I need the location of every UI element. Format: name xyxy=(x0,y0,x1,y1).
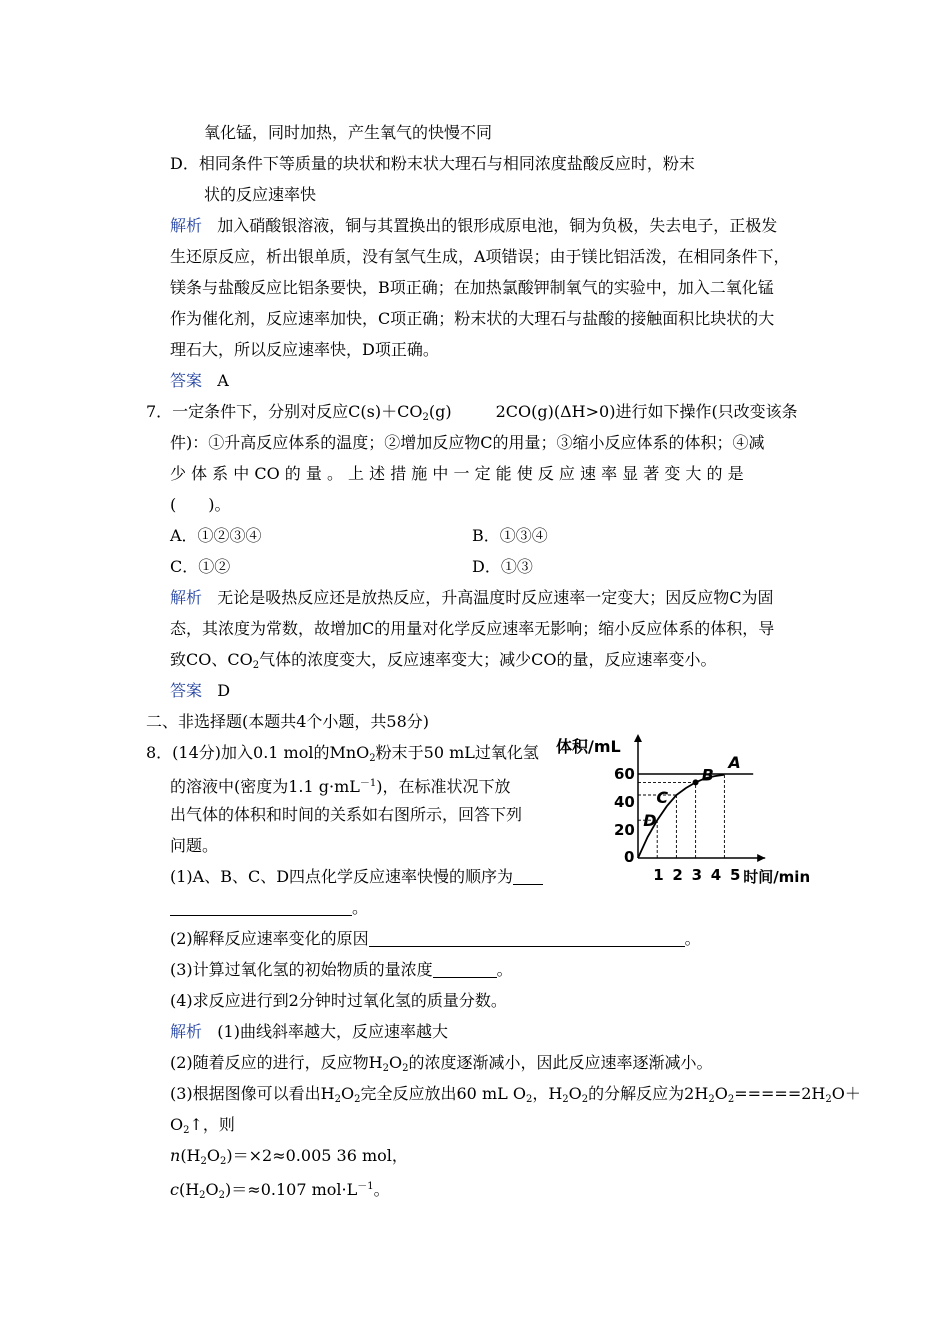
x-tick-label: 2 xyxy=(672,866,683,884)
answer-label: 答案 xyxy=(170,681,203,700)
analysis-text: (H xyxy=(178,1180,200,1199)
q8-analysis-line4 xyxy=(170,1114,235,1142)
q6-option-d: D．相同条件下等质量的块状和粉末状大理石与相同浓度盐酸反应时，粉末 xyxy=(170,154,695,173)
q6-analysis-line1 xyxy=(170,215,777,237)
chart-axes xyxy=(634,734,765,862)
analysis-text: O xyxy=(206,1146,221,1165)
q8-stem-part: )，在标准状况下放 xyxy=(376,777,511,796)
analysis-text: 完全反应放出60 mL O xyxy=(360,1084,526,1103)
chart-marks xyxy=(693,779,699,785)
subscript: 2 xyxy=(581,1094,589,1105)
q6-analysis-line2: 生还原反应，析出银单质，没有氢气生成，A项错误；由于镁比铝活泼，在相同条件下， xyxy=(170,247,790,266)
y-axis-arrow xyxy=(634,734,642,742)
q8-stem-part: 的溶液中(密度为1.1 g·mL xyxy=(170,777,360,796)
punct: 。 xyxy=(496,960,513,979)
analysis-text: O xyxy=(170,1115,184,1134)
punct: 。 xyxy=(352,898,369,917)
q7-answer xyxy=(170,680,230,702)
analysis-text: (3)根据图像可以看出H xyxy=(170,1084,335,1103)
analysis-text: 。 xyxy=(373,1180,390,1199)
subscript: 2 xyxy=(708,1094,715,1105)
subscript: 2 xyxy=(218,1190,226,1201)
subscript: 2 xyxy=(183,1125,190,1136)
point-label-a: A xyxy=(728,753,741,772)
chart-labels xyxy=(556,737,810,886)
q7-option-a: A．①②③④ xyxy=(170,526,262,545)
volume-time-chart xyxy=(556,730,826,890)
analysis-text: c xyxy=(170,1180,179,1199)
analysis-text: (H xyxy=(180,1146,201,1165)
y-tick-label: 60 xyxy=(614,765,635,783)
analysis-text: ↑，则 xyxy=(189,1115,235,1134)
analysis-label: 解析 xyxy=(170,588,203,607)
subscript: 2 xyxy=(334,1094,341,1105)
q8-stem-part: 8．(14分)加入0.1 mol的MnO xyxy=(146,743,370,762)
q6-analysis-line3: 镁条与盐酸反应比铝条要快，B项正确；在加热氯酸钾制氧气的实验中，加入二氧化锰 xyxy=(170,278,774,297)
y-axis-title: 体积/mL xyxy=(556,737,621,756)
x-axis-arrow xyxy=(757,854,765,862)
q7-stem-part: 2CO(g)(ΔH>0)进行如下操作(只改变该条 xyxy=(495,402,798,421)
q7-option-d: D．①③ xyxy=(472,557,533,576)
q8-analysis-line5 xyxy=(170,1145,408,1173)
subscript: 2 xyxy=(825,1094,832,1105)
q8-part3 xyxy=(170,959,513,981)
q6-analysis-line5: 理石大，所以反应速率快，D项正确。 xyxy=(170,340,439,359)
q8-stem-line2 xyxy=(170,773,511,798)
q7-stem-part: (g) xyxy=(428,402,452,421)
y-tick-label: 20 xyxy=(614,821,635,839)
q8-analysis-line6 xyxy=(170,1176,390,1207)
subscript: 2 xyxy=(220,1156,227,1167)
q6-answer xyxy=(170,370,229,392)
q8-analysis-line2 xyxy=(170,1052,713,1080)
analysis-text: )＝≈0.107 mol·L xyxy=(225,1180,358,1199)
q7-stem-part: 7．一定条件下，分别对反应C(s)＋CO xyxy=(146,402,423,421)
analysis-text: O＋ xyxy=(831,1084,861,1103)
q8-stem-part: 粉末于50 mL过氧化氢 xyxy=(375,743,539,762)
q7-stem-line2: 件)：①升高反应体系的温度；②增加反应物C的用量；③缩小反应体系的体积；④减 xyxy=(170,433,765,452)
q8-part3-text: (3)计算过氧化氢的初始物质的量浓度 xyxy=(170,960,433,979)
q6-analysis-line4: 作为催化剂，反应速率加快，C项正确；粉末状的大理石与盐酸的接触面积比块状的大 xyxy=(170,309,775,328)
answer-blank[interactable] xyxy=(433,961,497,978)
q8-part1 xyxy=(170,866,543,888)
y-tick-label: 40 xyxy=(614,793,635,811)
subscript: 2 xyxy=(369,753,376,764)
analysis-text: n xyxy=(170,1146,181,1165)
analysis-text: O xyxy=(568,1084,582,1103)
analysis-text: 气体的浓度变大，反应速率变大；减少CO的量，反应速率变小。 xyxy=(259,650,717,669)
subscript: 2 xyxy=(402,1063,409,1074)
point-label-d: D xyxy=(643,811,657,831)
q8-part1-continuation xyxy=(170,897,368,919)
q7-analysis-line2: 态，其浓度为常数，故增加C的用量对化学反应速率无影响；缩小反应体系的体积，导 xyxy=(170,619,775,638)
q8-part2 xyxy=(170,928,701,950)
subscript: 2 xyxy=(525,1094,533,1105)
analysis-text: 无论是吸热反应还是放热反应，升高温度时反应速率一定变大；因反应物C为固 xyxy=(217,588,774,607)
x-tick-label: 3 xyxy=(691,866,703,884)
subscript: 2 xyxy=(252,660,260,671)
analysis-text: )＝×2≈0.005 36 mol， xyxy=(226,1146,408,1165)
q8-stem-line3: 出气体的体积和时间的关系如右图所示，回答下列 xyxy=(170,805,523,824)
q8-stem-line4: 问题。 xyxy=(170,836,219,855)
analysis-text: O xyxy=(714,1084,728,1103)
x-tick-label: 0 xyxy=(624,848,635,866)
section-heading: 二、非选择题(本题共4个小题，共58分) xyxy=(146,712,430,731)
q7-analysis-line1 xyxy=(170,587,774,609)
q8-part2-text: (2)解释反应速率变化的原因 xyxy=(170,929,369,948)
subscript: 2 xyxy=(422,412,429,423)
analysis-text: O xyxy=(205,1180,219,1199)
analysis-text: (1)曲线斜率越大，反应速率越大 xyxy=(217,1022,448,1041)
answer-blank[interactable] xyxy=(170,899,352,916)
q7-option-b: B．①③④ xyxy=(472,526,548,545)
q7-stem-line1 xyxy=(146,401,798,429)
point-b-dot xyxy=(693,779,699,785)
subscript: 2 xyxy=(382,1063,389,1074)
analysis-text: O xyxy=(341,1084,355,1103)
subscript: 2 xyxy=(199,1190,206,1201)
analysis-text: 的分解反应为2H xyxy=(588,1084,709,1103)
answer-blank[interactable] xyxy=(369,930,685,947)
point-label-c: C xyxy=(656,788,669,807)
q6-option-d-continuation: 状的反应速率快 xyxy=(204,185,317,204)
analysis-text: 致CO、CO xyxy=(170,650,253,669)
q6-option-c-continuation: 氧化锰，同时加热，产生氧气的快慢不同 xyxy=(204,123,493,142)
punct: 。 xyxy=(684,929,701,948)
q8-analysis-line3 xyxy=(170,1083,861,1111)
answer-value: A xyxy=(217,371,229,390)
answer-label: 答案 xyxy=(170,371,203,390)
q7-stem-line3: 少 体 系 中 CO 的 量 。 上 述 措 施 中 一 定 能 使 反 应 速 率 显 著 变 大 的 是 xyxy=(170,464,744,483)
analysis-text: 的浓度逐渐减小，因此反应速率逐渐减小。 xyxy=(408,1053,713,1072)
x-tick-label: 4 xyxy=(710,866,722,884)
analysis-text: =====2H xyxy=(734,1084,826,1103)
q8-part4: (4)求反应进行到2分钟时过氧化氢的质量分数。 xyxy=(170,991,507,1010)
x-tick-label: 1 xyxy=(653,866,664,884)
analysis-text: 加入硝酸银溶液，铜与其置换出的银形成原电池，铜为负极，失去电子，正极发 xyxy=(217,216,778,235)
subscript: 2 xyxy=(562,1094,569,1105)
analysis-text: (2)随着反应的进行，反应物H xyxy=(170,1053,383,1072)
q7-stem-line4: ( )。 xyxy=(170,495,231,514)
point-label-b: B xyxy=(701,765,714,785)
analysis-text: O xyxy=(389,1053,403,1072)
x-axis-title: 时间/min xyxy=(743,868,811,886)
q8-analysis-line1 xyxy=(170,1021,448,1043)
superscript: －1 xyxy=(359,778,377,789)
q7-analysis-line3 xyxy=(170,649,716,677)
answer-blank[interactable] xyxy=(513,868,543,885)
q8-stem-line1 xyxy=(146,742,539,770)
subscript: 2 xyxy=(200,1156,207,1167)
q7-option-c: C．①② xyxy=(170,557,231,576)
analysis-label: 解析 xyxy=(170,216,203,235)
q8-part1-text: (1)A、B、C、D四点化学反应速率快慢的顺序为 xyxy=(170,867,514,886)
analysis-text: ，H xyxy=(532,1084,563,1103)
answer-value: D xyxy=(217,681,231,700)
analysis-label: 解析 xyxy=(170,1022,203,1041)
x-tick-label: 5 xyxy=(730,866,741,884)
subscript: 2 xyxy=(727,1094,735,1105)
superscript: －1 xyxy=(357,1181,374,1192)
subscript: 2 xyxy=(354,1094,361,1105)
